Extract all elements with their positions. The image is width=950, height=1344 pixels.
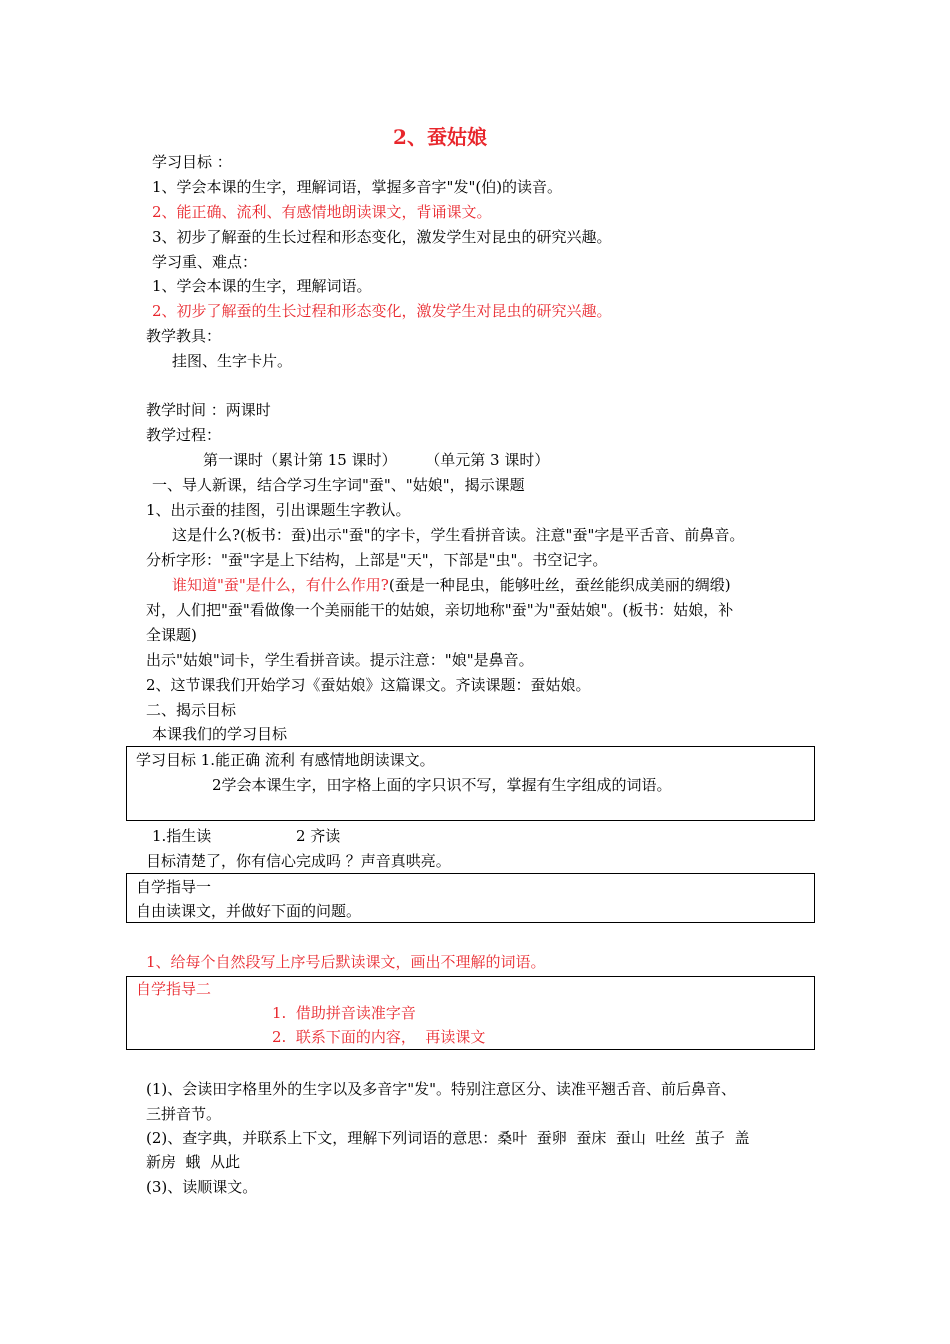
section1-line2: 这是什么?(板书：蚕)出示"蚕"的字卡，学生看拼音读。注意"蚕"字是平舌音、前鼻音。 [172, 526, 745, 544]
task1: 1、给每个自然段写上序号后默读课文，画出不理解的词语。 [146, 953, 546, 971]
section1-line8: 2、这节课我们开始学习《蚕姑娘》这篇课文。齐读课题：蚕姑娘。 [146, 676, 591, 694]
question-answer: (蚕是一种昆虫，能够吐丝，蚕丝能织成美丽的绸缎) [388, 576, 731, 594]
document-title: 2、蚕姑娘 [393, 125, 487, 149]
guide2-item2: 2. 联系下面的内容， 再读课文 [272, 1028, 486, 1046]
section1-line3: 分析字形："蚕"字是上下结构，上部是"天"，下部是"虫"。书空记字。 [146, 551, 608, 569]
guide2-title: 自学指导二 [136, 980, 212, 998]
task-list-1b: 三拼音节。 [146, 1105, 222, 1123]
tools-heading: 教学教具： [146, 327, 222, 345]
task-list-2b: 新房 蛾 从此 [146, 1153, 241, 1171]
section1-line7: 出示"姑娘"词卡，学生看拼音读。提示注意："娘"是鼻音。 [146, 651, 534, 669]
key-points-heading: 学习重、难点： [152, 253, 258, 271]
key-point-1: 1、学会本课的生字，理解词语。 [152, 277, 372, 295]
section1-line1: 1、出示蚕的挂图，引出课题生字教认。 [146, 501, 411, 519]
teaching-process: 教学过程： [146, 426, 222, 444]
objective-2: 2、能正确、流利、有感情地朗读课文，背诵课文。 [152, 203, 492, 221]
lesson-header: 第一课时（累计第 15 课时） （单元第 3 课时） [203, 451, 550, 469]
objective-1: 1、学会本课的生字，理解词语，掌握多音字"发"(伯)的读音。 [152, 178, 563, 196]
objective-3: 3、初步了解蚕的生长过程和形态变化，激发学生对昆虫的研究兴趣。 [152, 228, 612, 246]
section1-line5: 对，人们把"蚕"看做像一个美丽能干的姑娘，亲切地称"蚕"为"蚕姑娘"。(板书：姑娘，补 [146, 601, 734, 619]
guide1-box [126, 873, 815, 923]
objectives-box [126, 746, 815, 821]
tools-content: 挂图、生字卡片。 [172, 352, 293, 370]
objectives-heading: 学习目标 ： [152, 153, 232, 171]
section1-line4 [172, 575, 731, 595]
task-list-2a: (2)、查字典，并联系上下文，理解下列词语的意思：桑叶 蚕卵 蚕床 蚕山 吐丝 茧子 盖 [146, 1129, 750, 1147]
section2-intro: 本课我们的学习目标 [152, 725, 288, 743]
task-list-3: (3)、读顺课文。 [146, 1178, 258, 1196]
section2-heading: 二、揭示目标 [146, 701, 237, 719]
section1-heading: 一、导人新课，结合学习生字词"蚕"、"姑娘"，揭示课题 [152, 476, 525, 494]
objectives-box-line1: 学习目标 1.能正确 流利 有感情地朗读课文。 [136, 751, 435, 769]
teaching-time: 教学时间 ：两课时 [146, 401, 271, 419]
confidence-line: 目标清楚了，你有信心完成吗 ？声音真哄亮。 [146, 852, 451, 870]
guide2-box [126, 976, 815, 1050]
read-method-2: 2 齐读 [296, 827, 341, 845]
guide1-content: 自由读课文，并做好下面的问题。 [136, 902, 362, 920]
objectives-box-line2: 2学会本课生字，田字格上面的字只识不写，掌握有生字组成的词语。 [212, 776, 672, 794]
key-point-2: 2、初步了解蚕的生长过程和形态变化，激发学生对昆虫的研究兴趣。 [152, 302, 612, 320]
read-method-1: 1.指生读 [152, 827, 212, 845]
section1-line6: 全课题) [146, 626, 197, 644]
guide1-title: 自学指导一 [136, 878, 212, 896]
guide2-item1: 1. 借助拼音读准字音 [272, 1004, 416, 1022]
question-highlight: 谁知道"蚕"是什么，有什么作用? [172, 576, 389, 594]
task-list-1a: (1)、会读田字格里外的生字以及多音字"发"。特别注意区分、读准平翘舌音、前后鼻音、 [146, 1080, 737, 1098]
